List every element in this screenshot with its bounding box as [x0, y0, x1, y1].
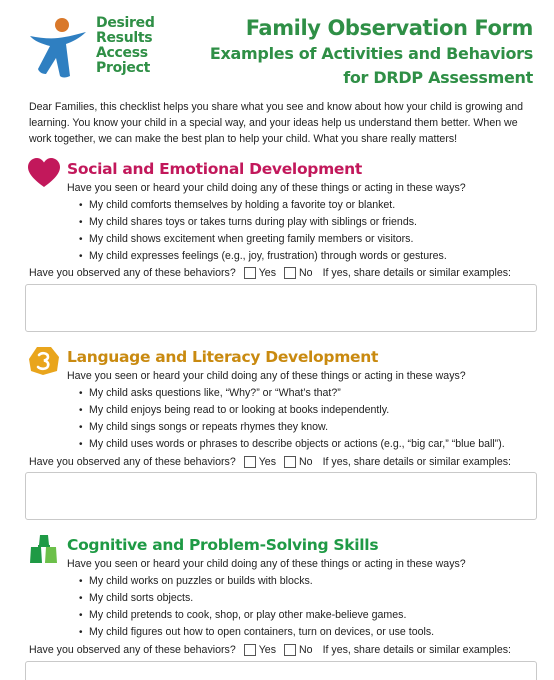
section-question: Have you seen or heard your child doing any of these things or acting in these ways? — [67, 558, 466, 570]
no-label: No — [299, 644, 313, 657]
list-item: • My child sorts objects. — [79, 592, 194, 604]
list-item: • My child uses words or phrases to describe objects or actions (e.g., “big car,” “blue ball”). — [79, 438, 505, 450]
behavior-list — [79, 197, 447, 265]
details-prompt: If yes, share details or similar examples: — [322, 644, 511, 657]
intro-paragraph: Dear Families, this checklist helps you share what you see and know about how your child is growing and learning. You know your child in a special way, and your ideas help us understand them better. When we work together, we can make the best plan to help your child. What you share really matters! — [29, 101, 524, 145]
page-subtitle-line1: Examples of Activities and Behaviors — [209, 44, 533, 63]
heart-icon — [27, 157, 61, 189]
details-answer-field[interactable] — [25, 472, 537, 520]
observed-row — [29, 643, 539, 657]
section-question: Have you seen or heard your child doing any of these things or acting in these ways? — [67, 370, 466, 382]
no-checkbox[interactable] — [284, 456, 296, 468]
yes-checkbox[interactable] — [244, 456, 256, 468]
page-subtitle-line2: for DRDP Assessment — [343, 68, 533, 87]
speech-bubble-icon — [27, 345, 61, 377]
no-checkbox[interactable] — [284, 644, 296, 656]
list-item: • My child sings songs or repeats rhymes they know. — [79, 421, 329, 433]
observed-question: Have you observed any of these behaviors? — [29, 456, 236, 469]
list-item: • My child works on puzzles or builds with blocks. — [79, 575, 313, 587]
person-figure-icon — [24, 14, 94, 84]
no-label: No — [299, 267, 313, 280]
observed-row — [29, 455, 539, 469]
yes-checkbox[interactable] — [244, 644, 256, 656]
behavior-list — [79, 573, 434, 641]
list-item: • My child shares toys or takes turns during play with siblings or friends. — [79, 216, 417, 228]
observed-row — [29, 266, 539, 280]
yes-label: Yes — [258, 644, 277, 657]
section-title: Cognitive and Problem-Solving Skills — [67, 536, 379, 554]
observed-question: Have you observed any of these behaviors? — [29, 644, 236, 657]
details-prompt: If yes, share details or similar examples: — [322, 267, 511, 280]
behavior-list — [79, 385, 505, 453]
list-item: • My child shows excitement when greeting family members or visitors. — [79, 233, 414, 245]
list-item: • My child enjoys being read to or looking at books independently. — [79, 404, 390, 416]
drdp-access-logo — [24, 14, 164, 94]
section-title: Social and Emotional Development — [67, 160, 362, 178]
section-question: Have you seen or heard your child doing any of these things or acting in these ways? — [67, 182, 466, 194]
no-checkbox[interactable] — [284, 267, 296, 279]
observed-question: Have you observed any of these behaviors? — [29, 267, 236, 280]
details-answer-field[interactable] — [25, 661, 537, 680]
details-prompt: If yes, share details or similar examples: — [322, 456, 511, 469]
list-item: • My child asks questions like, “Why?” or “What’s that?” — [79, 387, 341, 399]
list-item: • My child comforts themselves by holding a favorite toy or blanket. — [79, 199, 396, 211]
list-item: • My child figures out how to open containers, turn on devices, or use tools. — [79, 626, 435, 638]
stacking-cups-icon — [27, 533, 61, 565]
yes-checkbox[interactable] — [244, 267, 256, 279]
no-label: No — [299, 456, 313, 469]
list-item: • My child pretends to cook, shop, or play other make-believe games. — [79, 609, 407, 621]
yes-label: Yes — [258, 456, 277, 469]
yes-label: Yes — [258, 267, 277, 280]
logo-wordmark: Desired Results Access Project — [96, 15, 155, 76]
document-header — [210, 14, 533, 90]
list-item: • My child expresses feelings (e.g., joy, frustration) through words or gestures. — [79, 250, 447, 262]
page-title: Family Observation Form — [245, 16, 533, 40]
details-answer-field[interactable] — [25, 284, 537, 332]
section-title: Language and Literacy Development — [67, 348, 379, 366]
